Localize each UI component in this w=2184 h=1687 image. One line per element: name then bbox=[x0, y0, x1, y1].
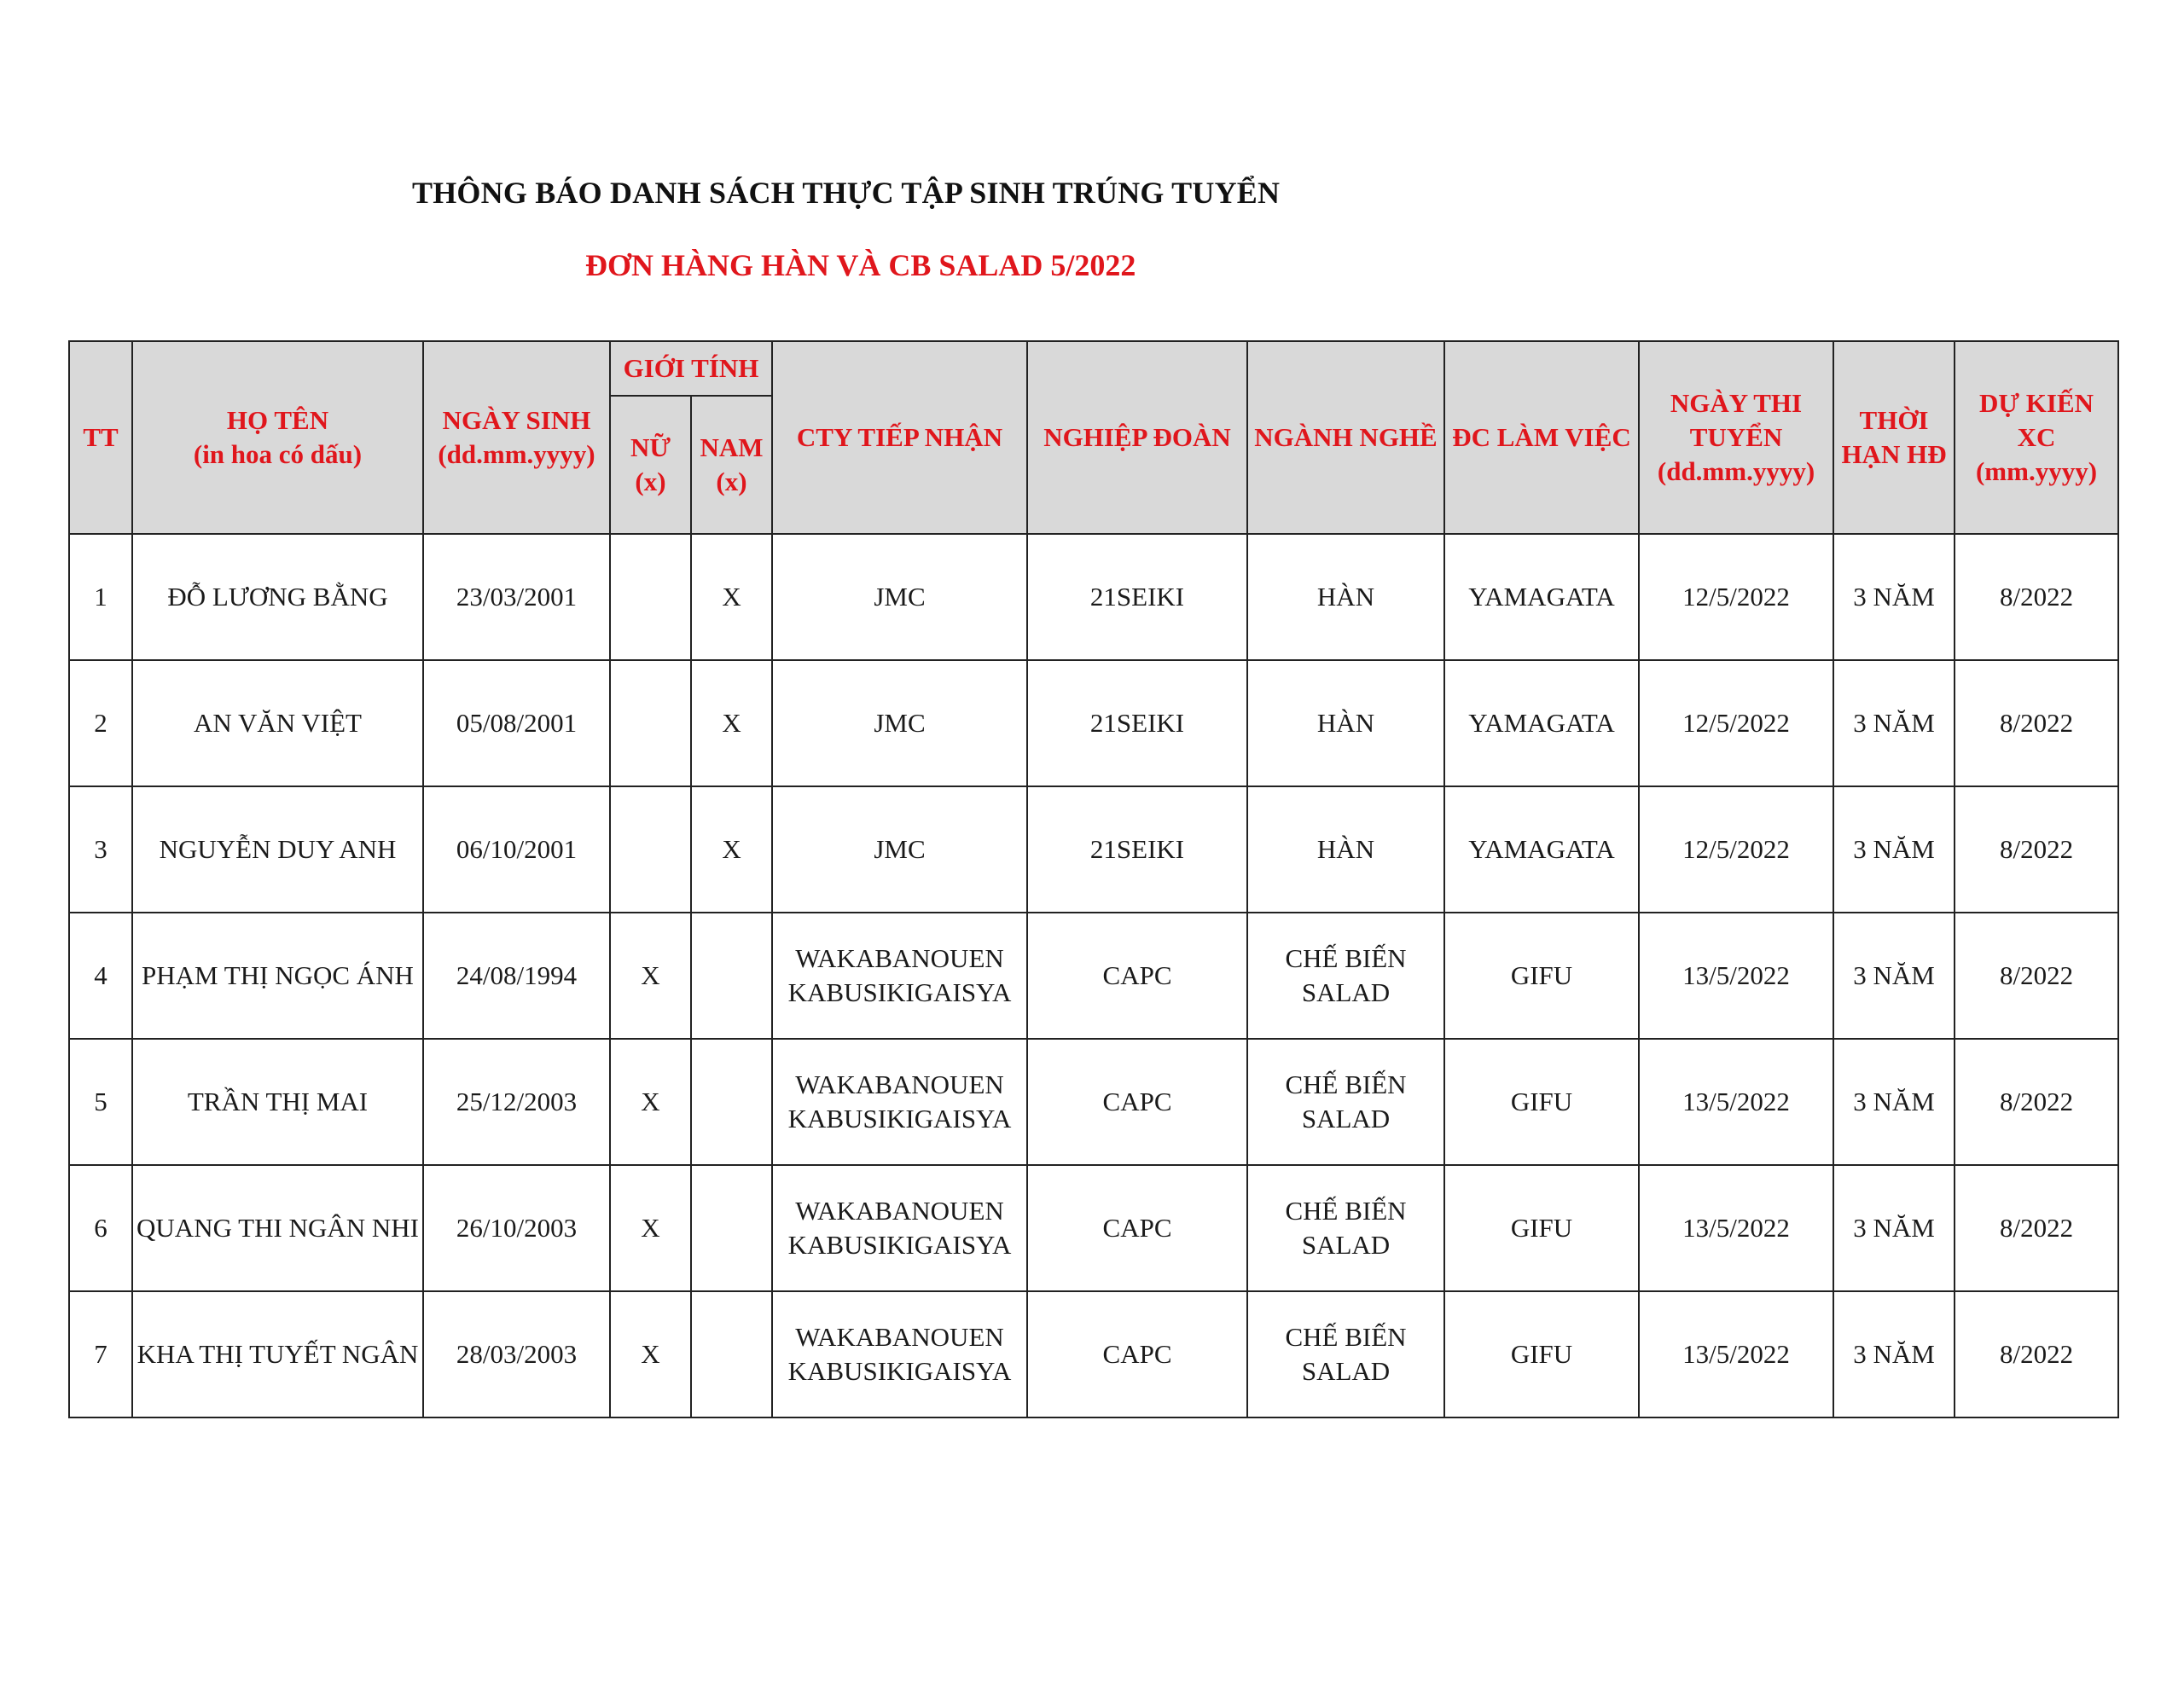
cell-union: 21SEIKI bbox=[1027, 660, 1247, 786]
cell-name: ĐỖ LƯƠNG BẰNG bbox=[132, 534, 423, 660]
cell-female bbox=[610, 534, 691, 660]
cell-trade: CHẾ BIẾN SALAD bbox=[1247, 913, 1444, 1039]
cell-union: CAPC bbox=[1027, 913, 1247, 1039]
table-header-row bbox=[69, 341, 2118, 396]
document-title: THÔNG BÁO DANH SÁCH THỰC TẬP SINH TRÚNG TUYỂN bbox=[412, 176, 1281, 210]
header-male: NAM (x) bbox=[691, 396, 772, 534]
header-contract: THỜI HẠN HĐ bbox=[1833, 341, 1955, 534]
cell-trade: HÀN bbox=[1247, 660, 1444, 786]
cell-location: YAMAGATA bbox=[1444, 534, 1639, 660]
cell-male: X bbox=[691, 534, 772, 660]
cell-company: JMC bbox=[772, 786, 1027, 913]
cell-departure: 8/2022 bbox=[1955, 1165, 2118, 1291]
cell-exam-date: 12/5/2022 bbox=[1639, 786, 1833, 913]
cell-trade: CHẾ BIẾN SALAD bbox=[1247, 1291, 1444, 1417]
cell-company: WAKABANOUEN KABUSIKIGAISYA bbox=[772, 1165, 1027, 1291]
header-union: NGHIỆP ĐOÀN bbox=[1027, 341, 1247, 534]
cell-exam-date: 13/5/2022 bbox=[1639, 1039, 1833, 1165]
cell-company: JMC bbox=[772, 660, 1027, 786]
cell-female bbox=[610, 660, 691, 786]
cell-location: GIFU bbox=[1444, 1291, 1639, 1417]
cell-location: YAMAGATA bbox=[1444, 786, 1639, 913]
cell-trade: CHẾ BIẾN SALAD bbox=[1247, 1165, 1444, 1291]
cell-name: QUANG THI NGÂN NHI bbox=[132, 1165, 423, 1291]
cell-dob: 23/03/2001 bbox=[423, 534, 610, 660]
cell-location: GIFU bbox=[1444, 1039, 1639, 1165]
cell-trade: HÀN bbox=[1247, 534, 1444, 660]
table-row bbox=[69, 1291, 2118, 1417]
cell-union: 21SEIKI bbox=[1027, 786, 1247, 913]
header-name: HỌ TÊN (in hoa có dấu) bbox=[132, 341, 423, 534]
cell-tt: 4 bbox=[69, 913, 132, 1039]
cell-male bbox=[691, 1165, 772, 1291]
cell-dob: 06/10/2001 bbox=[423, 786, 610, 913]
cell-trade: CHẾ BIẾN SALAD bbox=[1247, 1039, 1444, 1165]
cell-location: GIFU bbox=[1444, 913, 1639, 1039]
cell-exam-date: 12/5/2022 bbox=[1639, 534, 1833, 660]
cell-location: GIFU bbox=[1444, 1165, 1639, 1291]
cell-exam-date: 12/5/2022 bbox=[1639, 660, 1833, 786]
cell-female: X bbox=[610, 1291, 691, 1417]
cell-contract: 3 NĂM bbox=[1833, 913, 1955, 1039]
cell-male: X bbox=[691, 786, 772, 913]
header-exam-date: NGÀY THI TUYỂN (dd.mm.yyyy) bbox=[1639, 341, 1833, 534]
cell-name: AN VĂN VIỆT bbox=[132, 660, 423, 786]
cell-company: JMC bbox=[772, 534, 1027, 660]
cell-departure: 8/2022 bbox=[1955, 1039, 2118, 1165]
document-subtitle: ĐƠN HÀNG HÀN VÀ CB SALAD 5/2022 bbox=[585, 248, 1136, 282]
cell-dob: 25/12/2003 bbox=[423, 1039, 610, 1165]
cell-contract: 3 NĂM bbox=[1833, 660, 1955, 786]
cell-female: X bbox=[610, 1165, 691, 1291]
cell-departure: 8/2022 bbox=[1955, 1291, 2118, 1417]
cell-departure: 8/2022 bbox=[1955, 534, 2118, 660]
table-row bbox=[69, 786, 2118, 913]
cell-name: NGUYỄN DUY ANH bbox=[132, 786, 423, 913]
cell-contract: 3 NĂM bbox=[1833, 786, 1955, 913]
cell-male bbox=[691, 913, 772, 1039]
cell-dob: 05/08/2001 bbox=[423, 660, 610, 786]
cell-male bbox=[691, 1291, 772, 1417]
header-female: NỮ (x) bbox=[610, 396, 691, 534]
cell-company: WAKABANOUEN KABUSIKIGAISYA bbox=[772, 1039, 1027, 1165]
cell-name: TRẦN THỊ MAI bbox=[132, 1039, 423, 1165]
table-row bbox=[69, 660, 2118, 786]
cell-union: 21SEIKI bbox=[1027, 534, 1247, 660]
cell-contract: 3 NĂM bbox=[1833, 1039, 1955, 1165]
cell-contract: 3 NĂM bbox=[1833, 1291, 1955, 1417]
cell-departure: 8/2022 bbox=[1955, 660, 2118, 786]
cell-female: X bbox=[610, 913, 691, 1039]
cell-union: CAPC bbox=[1027, 1039, 1247, 1165]
trainee-table bbox=[68, 340, 2119, 1418]
table-row bbox=[69, 1165, 2118, 1291]
cell-contract: 3 NĂM bbox=[1833, 1165, 1955, 1291]
cell-contract: 3 NĂM bbox=[1833, 534, 1955, 660]
header-trade: NGÀNH NGHỀ bbox=[1247, 341, 1444, 534]
cell-exam-date: 13/5/2022 bbox=[1639, 1165, 1833, 1291]
cell-tt: 1 bbox=[69, 534, 132, 660]
header-dob: NGÀY SINH (dd.mm.yyyy) bbox=[423, 341, 610, 534]
cell-tt: 2 bbox=[69, 660, 132, 786]
cell-union: CAPC bbox=[1027, 1165, 1247, 1291]
cell-union: CAPC bbox=[1027, 1291, 1247, 1417]
cell-female: X bbox=[610, 1039, 691, 1165]
cell-dob: 24/08/1994 bbox=[423, 913, 610, 1039]
cell-company: WAKABANOUEN KABUSIKIGAISYA bbox=[772, 1291, 1027, 1417]
cell-location: YAMAGATA bbox=[1444, 660, 1639, 786]
table-row bbox=[69, 1039, 2118, 1165]
cell-departure: 8/2022 bbox=[1955, 913, 2118, 1039]
header-company: CTY TIẾP NHẬN bbox=[772, 341, 1027, 534]
header-tt: TT bbox=[69, 341, 132, 534]
cell-exam-date: 13/5/2022 bbox=[1639, 913, 1833, 1039]
cell-female bbox=[610, 786, 691, 913]
cell-dob: 26/10/2003 bbox=[423, 1165, 610, 1291]
cell-tt: 7 bbox=[69, 1291, 132, 1417]
table-row bbox=[69, 534, 2118, 660]
header-gender: GIỚI TÍNH bbox=[610, 341, 772, 396]
header-location: ĐC LÀM VIỆC bbox=[1444, 341, 1639, 534]
cell-tt: 3 bbox=[69, 786, 132, 913]
cell-male bbox=[691, 1039, 772, 1165]
table-row bbox=[69, 913, 2118, 1039]
cell-male: X bbox=[691, 660, 772, 786]
cell-dob: 28/03/2003 bbox=[423, 1291, 610, 1417]
cell-name: PHẠM THỊ NGỌC ÁNH bbox=[132, 913, 423, 1039]
cell-company: WAKABANOUEN KABUSIKIGAISYA bbox=[772, 913, 1027, 1039]
cell-name: KHA THỊ TUYẾT NGÂN bbox=[132, 1291, 423, 1417]
header-departure: DỰ KIẾN XC (mm.yyyy) bbox=[1955, 341, 2118, 534]
cell-tt: 6 bbox=[69, 1165, 132, 1291]
cell-tt: 5 bbox=[69, 1039, 132, 1165]
cell-exam-date: 13/5/2022 bbox=[1639, 1291, 1833, 1417]
cell-trade: HÀN bbox=[1247, 786, 1444, 913]
cell-departure: 8/2022 bbox=[1955, 786, 2118, 913]
